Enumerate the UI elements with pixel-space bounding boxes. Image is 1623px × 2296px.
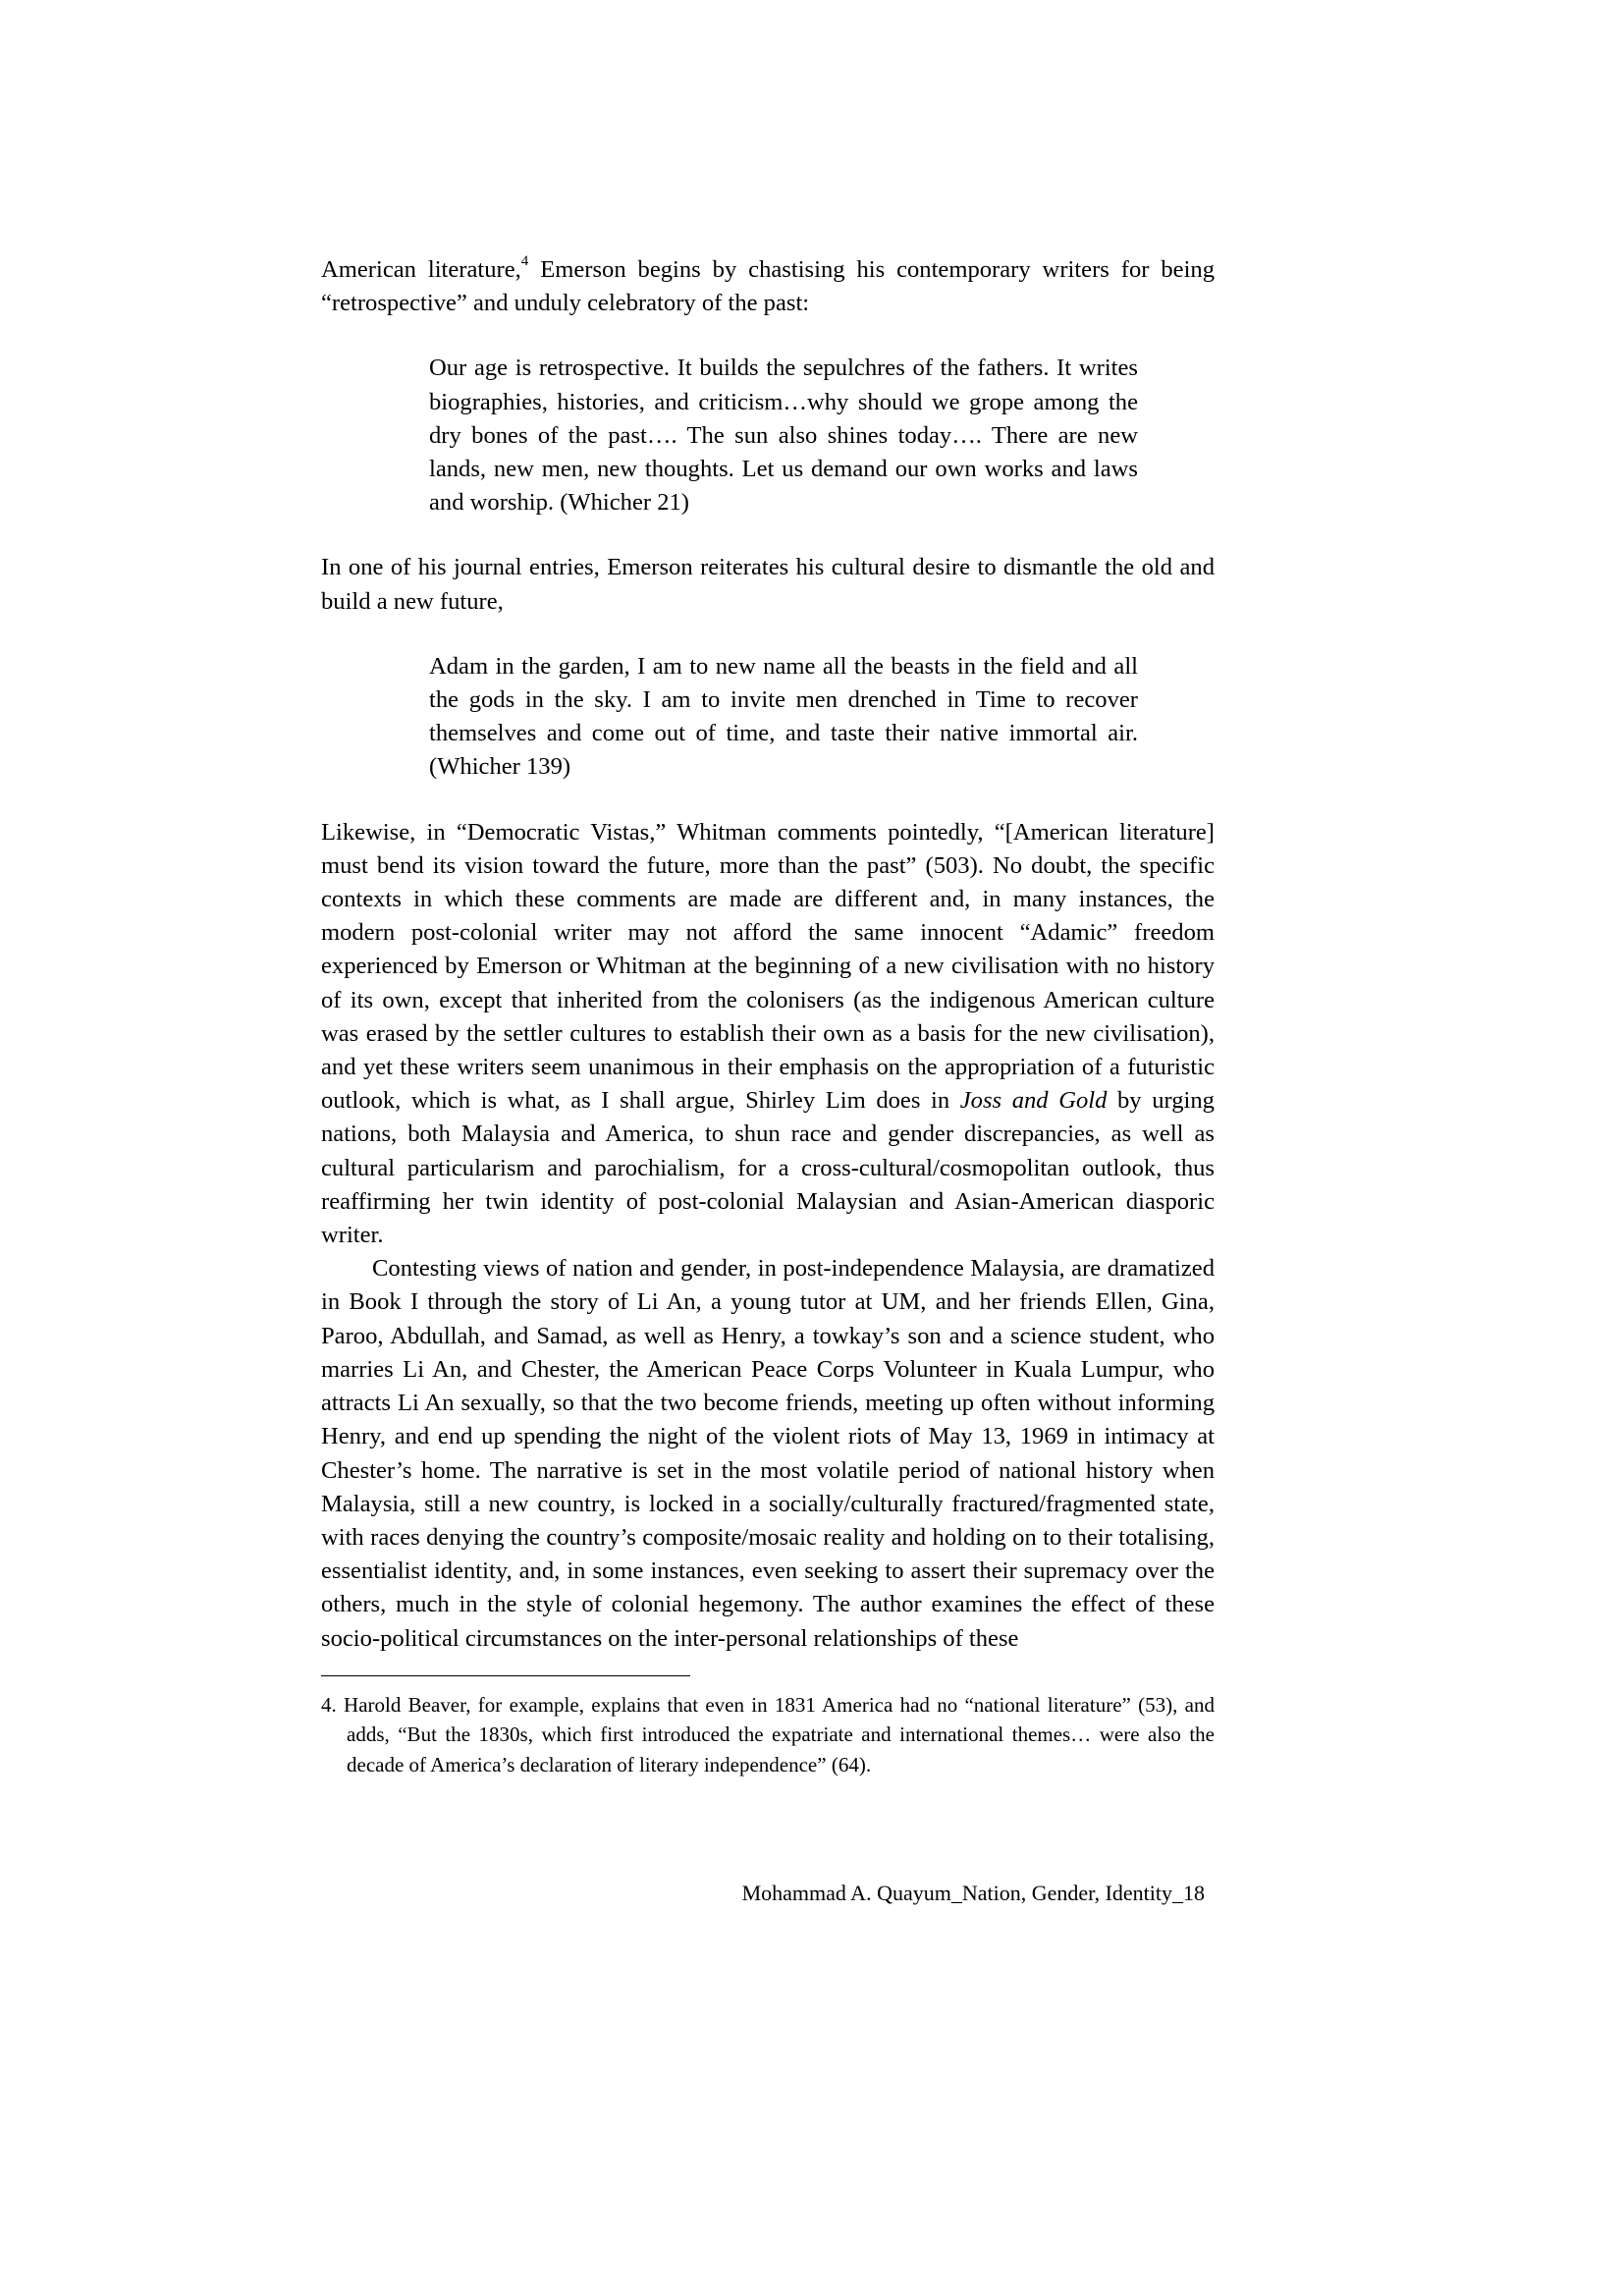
- paragraph-intro: [321, 253, 1215, 320]
- footnote-4: 4. Harold Beaver, for example, explains that even in 1831 America had no “national literature” (53), and adds, “But the 1830s, which first introduced the expatriate and international themes… were also the decade of America’s declaration of literary independence” (64).: [321, 1692, 1215, 1777]
- paragraph-intro-text-end: Emerson begins by chastising his contemporary writers for being “retrospective” and unduly celebratory of the past:: [321, 256, 1215, 317]
- footnote-reference[interactable]: 4: [520, 252, 529, 269]
- paragraph-contesting-views: Contesting views of nation and gender, in post-independence Malaysia, are dramatized in Book I through the story of Li An, a young tutor at UM, and her friends Ellen, Gina, Paroo, Abdullah, and Samad, as well as Henry, a towkay’s son and a science student, who marries Li An, and Chester, the American Peace Corps Volunteer in Kuala Lumpur, who attracts Li An sexually, so that the two become friends, meeting up often without informing Henry, and end up spending the night of the violent riots of May 13, 1969 in intimacy at Chester’s home. The narrative is set in the most volatile period of national history when Malaysia, still a new country, is locked in a socially/culturally fractured/fragmented state, with races denying the country’s composite/mosaic reality and holding on to their totalising, essentialist identity, and, in some instances, even seeking to assert their supremacy over the others, much in the style of colonial hegemony. The author examines the effect of these socio-political circumstances on the inter-personal relationships of these: [321, 1255, 1215, 1652]
- paragraph-journal-entries: In one of his journal entries, Emerson reiterates his cultural desire to dismantle the old and build a new future,: [321, 554, 1215, 615]
- block-quote-emerson-adam: Adam in the garden, I am to new name all the beasts in the field and all the gods in the sky. I am to invite men drenched in Time to recover themselves and come out of time, and taste their native immortal air. (Whicher 139): [429, 652, 1138, 781]
- running-footer: Mohammad A. Quayum_Nation, Gender, Identity_18: [741, 1881, 1205, 1905]
- block-quote-emerson-retrospective: Our age is retrospective. It builds the sepulchres of the fathers. It writes biographies, histories, and criticism…why should we grope among the dry bones of the past…. The sun also shines today…. There are new lands, new men, new thoughts. Let us demand our own works and laws and worship. (Whicher 21): [429, 355, 1138, 517]
- paragraph-intro-text-start: American literature,: [321, 256, 521, 283]
- paragraph-whitman-text-start: Likewise, in “Democratic Vistas,” Whitman comments pointedly, “[American literature] must bend its vision toward the future, more than the past” (503). No doubt, the specific contexts in which these comments are made are different and, in many instances, the modern post-colonial writer may not afford the same innocent “Adamic” freedom experienced by Emerson or Whitman at the beginning of a new civilisation with no history of its own, except that inherited from the colonisers (as the indigenous American culture was erased by the settler cultures to establish their own as a basis for the new civilisation), and yet these writers seem unanimous in their emphasis on the appropriation of a futuristic outlook, which is what, as I shall argue, Shirley Lim does in: [321, 818, 1215, 1115]
- footnote-divider: [321, 1675, 690, 1676]
- page-content: [321, 253, 1215, 1779]
- paragraph-whitman-text-end: by urging nations, both Malaysia and America, to shun race and gender discrepancies, as well as cultural particularism and parochialism, for a cross-cultural/cosmopolitan outlook, thus reaffirming her twin identity of post-colonial Malaysian and Asian-American diasporic writer.: [321, 1087, 1215, 1249]
- paragraph-whitman: [321, 816, 1215, 1253]
- book-title-joss-and-gold: Joss and Gold: [959, 1087, 1108, 1115]
